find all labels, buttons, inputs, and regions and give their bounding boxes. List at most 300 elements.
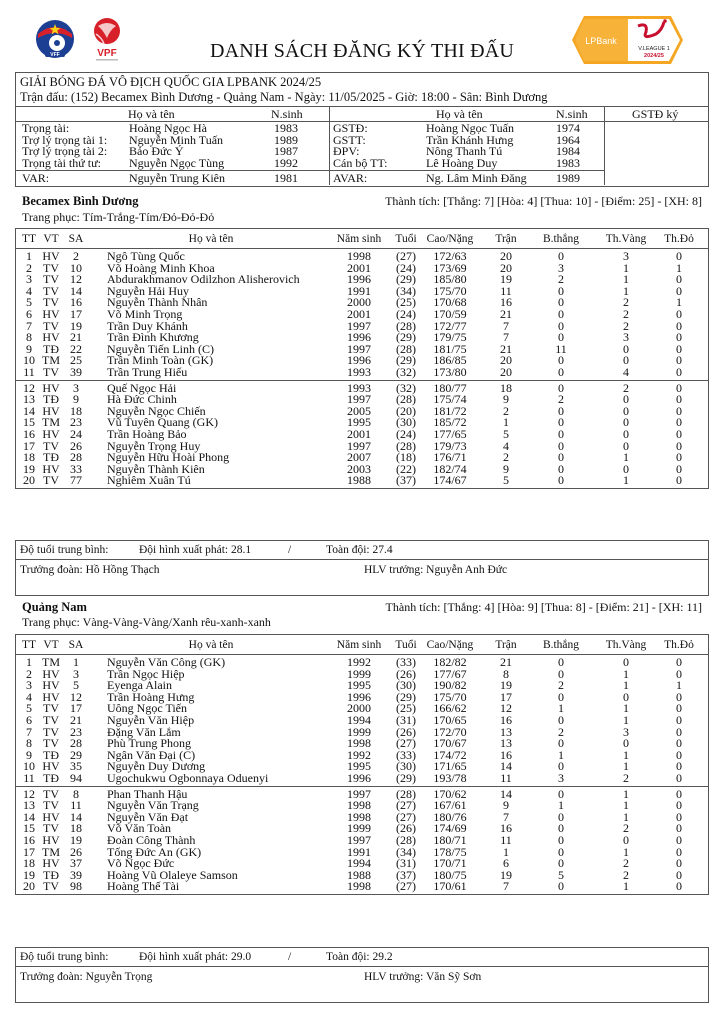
player-number: 10 xyxy=(23,759,35,774)
birth-year: 1988 xyxy=(347,867,371,882)
player-name: Nghiêm Xuân Tú xyxy=(107,473,191,488)
birth-year: 1999 xyxy=(347,821,371,836)
red-cards: 0 xyxy=(676,879,682,894)
matches-played: 19 xyxy=(500,867,512,882)
player-age: (30) xyxy=(396,678,416,693)
player-age: (32) xyxy=(396,364,416,379)
player-age: (29) xyxy=(396,689,416,704)
birth-year: 1992 xyxy=(347,747,371,762)
officials-header-birth: N.sinh xyxy=(556,107,588,121)
yellow-cards: 2 xyxy=(623,380,629,395)
goals: 0 xyxy=(558,403,564,418)
shirt-number: 23 xyxy=(70,415,82,430)
goals: 3 xyxy=(558,260,564,275)
player-name: Ngô Tùng Quốc xyxy=(107,249,185,263)
player-position: TV xyxy=(43,473,59,488)
yellow-cards: 0 xyxy=(623,655,629,669)
matches-played: 7 xyxy=(503,809,509,824)
shirt-number: 2 xyxy=(73,249,79,263)
player-position: TV xyxy=(43,879,59,894)
matches-played: 7 xyxy=(503,318,509,333)
red-cards: 0 xyxy=(676,747,682,762)
height-weight: 174/69 xyxy=(433,821,467,836)
official-role: Trọng tài: xyxy=(22,121,70,135)
average-age-box xyxy=(15,947,709,967)
yellow-cards: 1 xyxy=(623,701,629,716)
player-age: (28) xyxy=(396,392,416,407)
player-age: (28) xyxy=(396,786,416,801)
officials-header-birth: N.sinh xyxy=(271,107,303,121)
official-birth: 1987 xyxy=(274,144,298,158)
birth-year: 1998 xyxy=(347,736,371,751)
yellow-cards: 1 xyxy=(623,712,629,727)
player-position: TĐ xyxy=(43,450,59,465)
team-staff-box xyxy=(15,560,709,596)
red-cards: 1 xyxy=(676,678,682,693)
svg-text:VFF: VFF xyxy=(50,52,60,58)
player-name: Nguyễn Trọng Huy xyxy=(107,438,201,453)
goals: 11 xyxy=(555,341,567,356)
height-weight: 175/74 xyxy=(433,392,467,407)
team-name: Becamex Bình Dương xyxy=(22,194,139,208)
player-number: 12 xyxy=(23,380,35,395)
roster-table xyxy=(15,228,709,489)
player-age: (29) xyxy=(396,353,416,368)
goals: 0 xyxy=(558,249,564,263)
shirt-number: 26 xyxy=(70,438,82,453)
yellow-cards: 2 xyxy=(623,856,629,871)
official-birth: 1964 xyxy=(556,132,580,147)
col-sa: SA xyxy=(68,639,84,651)
player-name: Đặng Văn Lắm xyxy=(107,724,181,739)
shirt-number: 21 xyxy=(70,330,82,345)
col-age: Tuổi xyxy=(395,233,417,245)
shirt-number: 21 xyxy=(70,712,82,727)
player-age: (28) xyxy=(396,832,416,847)
player-position: TV xyxy=(43,798,59,813)
col-tt: TT xyxy=(21,233,37,245)
player-age: (27) xyxy=(396,249,416,263)
col-matches: Trận xyxy=(495,233,517,245)
birth-year: 1993 xyxy=(347,364,371,379)
matches-played: 16 xyxy=(500,747,512,762)
player-name: Nguyễn Văn Đạt xyxy=(107,809,189,824)
player-number: 4 xyxy=(26,283,32,298)
player-number: 19 xyxy=(23,867,35,882)
player-number: 19 xyxy=(23,461,35,476)
matches-played: 12 xyxy=(500,701,512,716)
height-weight: 175/70 xyxy=(433,689,467,704)
yellow-cards: 1 xyxy=(623,272,629,287)
col-name: Họ và tên xyxy=(188,233,234,245)
player-age: (33) xyxy=(396,655,416,669)
player-age: (37) xyxy=(396,473,416,488)
goals: 2 xyxy=(558,272,564,287)
shirt-number: 5 xyxy=(73,678,79,693)
player-number: 13 xyxy=(23,798,35,813)
player-position: HV xyxy=(42,403,60,418)
team-kit: Trang phục: Tím-Trắng-Tím/Đỏ-Đỏ-Đỏ xyxy=(22,210,215,224)
birth-year: 1995 xyxy=(347,415,371,430)
red-cards: 0 xyxy=(676,770,682,785)
official-role: Trọng tài thứ tư: xyxy=(22,155,101,170)
roster-header-row xyxy=(16,229,708,249)
player-name: Abdurakhmanov Odilzhon Alisherovich xyxy=(107,272,300,287)
height-weight: 180/77 xyxy=(433,380,467,395)
player-name: Võ Ngọc Đức xyxy=(107,856,175,871)
height-weight: 171/65 xyxy=(433,759,467,774)
goals: 0 xyxy=(558,473,564,488)
player-number: 6 xyxy=(26,306,32,321)
player-name: Trần Duy Khánh xyxy=(107,318,188,333)
player-number: 4 xyxy=(26,689,32,704)
shirt-number: 25 xyxy=(70,353,82,368)
birth-year: 1994 xyxy=(347,712,371,727)
official-birth: 1984 xyxy=(556,144,580,158)
player-position: HV xyxy=(42,461,60,476)
yellow-cards: 0 xyxy=(623,438,629,453)
red-cards: 0 xyxy=(676,392,682,407)
shirt-number: 28 xyxy=(70,736,82,751)
red-cards: 0 xyxy=(676,655,682,669)
yellow-cards: 0 xyxy=(623,736,629,751)
player-number: 18 xyxy=(23,450,35,465)
subs-group xyxy=(16,380,708,488)
table-row xyxy=(16,475,708,487)
head-coach: HLV trưởng: Nguyễn Anh Đức xyxy=(364,564,508,576)
matches-played: 1 xyxy=(503,415,509,430)
roster-header-row xyxy=(16,635,708,655)
player-age: (20) xyxy=(396,403,416,418)
matches-played: 5 xyxy=(503,426,509,441)
birth-year: 1997 xyxy=(347,341,371,356)
player-name: Trần Ngọc Hiệp xyxy=(107,666,185,681)
shirt-number: 16 xyxy=(70,295,82,310)
player-position: TV xyxy=(43,701,59,716)
player-position: TĐ xyxy=(43,392,59,407)
goals: 1 xyxy=(558,747,564,762)
official-name: Hoàng Ngọc Tuấn xyxy=(426,121,515,135)
yellow-cards: 0 xyxy=(623,689,629,704)
player-number: 16 xyxy=(23,426,35,441)
height-weight: 172/63 xyxy=(433,249,467,263)
birth-year: 1996 xyxy=(347,689,371,704)
birth-year: 1992 xyxy=(347,655,371,669)
height-weight: 174/67 xyxy=(433,473,467,488)
goals: 0 xyxy=(558,666,564,681)
birth-year: 1998 xyxy=(347,809,371,824)
official-role: AVAR: xyxy=(333,171,368,185)
player-number: 16 xyxy=(23,832,35,847)
player-age: (31) xyxy=(396,712,416,727)
player-position: HV xyxy=(42,856,60,871)
red-cards: 0 xyxy=(676,380,682,395)
player-number: 3 xyxy=(26,678,32,693)
player-age: (28) xyxy=(396,318,416,333)
player-position: HV xyxy=(42,832,60,847)
goals: 3 xyxy=(558,770,564,785)
player-name: Trần Hoàng Bảo xyxy=(107,426,187,441)
yellow-cards: 1 xyxy=(623,450,629,465)
height-weight: 170/68 xyxy=(433,295,467,310)
player-name: Quế Ngọc Hải xyxy=(107,380,177,395)
yellow-cards: 2 xyxy=(623,821,629,836)
player-age: (26) xyxy=(396,724,416,739)
height-weight: 177/65 xyxy=(433,426,467,441)
player-age: (33) xyxy=(396,747,416,762)
yellow-cards: 0 xyxy=(623,341,629,356)
avg-age-separator: / xyxy=(288,951,292,963)
player-age: (28) xyxy=(396,438,416,453)
birth-year: 1991 xyxy=(347,283,371,298)
player-position: HV xyxy=(42,678,60,693)
red-cards: 0 xyxy=(676,461,682,476)
player-name: Võ Minh Trọng xyxy=(107,306,183,321)
red-cards: 0 xyxy=(676,666,682,681)
shirt-number: 3 xyxy=(73,666,79,681)
height-weight: 181/75 xyxy=(433,341,467,356)
height-weight: 178/75 xyxy=(433,844,467,859)
matches-played: 6 xyxy=(503,856,509,871)
official-birth: 1981 xyxy=(274,171,298,185)
red-cards: 0 xyxy=(676,353,682,368)
player-age: (26) xyxy=(396,821,416,836)
player-position: HV xyxy=(42,330,60,345)
player-age: (34) xyxy=(396,844,416,859)
red-cards: 0 xyxy=(676,759,682,774)
player-position: HV xyxy=(42,689,60,704)
page-title: DANH SÁCH ĐĂNG KÝ THI ĐẤU xyxy=(209,40,515,62)
goals: 0 xyxy=(558,353,564,368)
matches-played: 18 xyxy=(500,380,512,395)
official-birth: 1974 xyxy=(556,121,580,135)
height-weight: 176/71 xyxy=(433,450,467,465)
player-number: 2 xyxy=(26,260,32,275)
red-cards: 0 xyxy=(676,306,682,321)
height-weight: 185/80 xyxy=(433,272,467,287)
col-height-weight: Cao/Nặng xyxy=(426,639,474,651)
goals: 0 xyxy=(558,832,564,847)
player-name: Nguyễn Thành Nhân xyxy=(107,295,208,310)
player-number: 9 xyxy=(26,341,32,356)
player-name: Tống Đức An (GK) xyxy=(107,844,202,859)
goals: 0 xyxy=(558,844,564,859)
team-staff-box xyxy=(15,967,709,1003)
red-cards: 0 xyxy=(676,867,682,882)
player-position: TĐ xyxy=(43,747,59,762)
shirt-number: 23 xyxy=(70,724,82,739)
red-cards: 0 xyxy=(676,832,682,847)
goals: 0 xyxy=(558,415,564,430)
player-age: (26) xyxy=(396,666,416,681)
player-name: Võ Văn Toàn xyxy=(107,821,172,836)
goals: 0 xyxy=(558,461,564,476)
red-cards: 1 xyxy=(676,295,682,310)
birth-year: 1991 xyxy=(347,844,371,859)
officials-header-name: Họ và tên xyxy=(128,107,175,121)
player-name: Ngân Văn Đại (C) xyxy=(107,747,196,762)
goals: 0 xyxy=(558,655,564,669)
matches-played: 21 xyxy=(500,655,512,669)
goals: 0 xyxy=(558,786,564,801)
height-weight: 170/67 xyxy=(433,736,467,751)
goals: 0 xyxy=(558,330,564,345)
birth-year: 1996 xyxy=(347,330,371,345)
player-name: Nguyễn Hữu Hoài Phong xyxy=(107,450,230,465)
goals: 5 xyxy=(558,867,564,882)
goals: 0 xyxy=(558,364,564,379)
player-name: Trần Minh Toàn (GK) xyxy=(107,353,214,368)
player-position: TV xyxy=(43,724,59,739)
height-weight: 181/72 xyxy=(433,403,467,418)
player-age: (29) xyxy=(396,272,416,287)
player-age: (27) xyxy=(396,879,416,894)
shirt-number: 94 xyxy=(70,770,82,785)
yellow-cards: 1 xyxy=(623,678,629,693)
birth-year: 1999 xyxy=(347,724,371,739)
player-name: Hà Đức Chinh xyxy=(107,392,177,407)
player-position: TV xyxy=(43,260,59,275)
player-name: Nguyễn Văn Công (GK) xyxy=(107,655,226,669)
birth-year: 1997 xyxy=(347,392,371,407)
matches-played: 14 xyxy=(500,786,512,801)
player-position: TV xyxy=(43,712,59,727)
shirt-number: 77 xyxy=(70,473,82,488)
average-age-box xyxy=(15,540,709,560)
divider xyxy=(329,107,330,185)
player-number: 8 xyxy=(26,330,32,345)
official-birth: 1983 xyxy=(556,155,580,170)
matches-played: 4 xyxy=(503,438,509,453)
height-weight: 173/80 xyxy=(433,364,467,379)
player-number: 7 xyxy=(26,318,32,333)
official-name: Nguyễn Trung Kiên xyxy=(129,171,226,185)
player-number: 7 xyxy=(26,724,32,739)
player-age: (31) xyxy=(396,856,416,871)
player-name: Nguyễn Văn Hiệp xyxy=(107,712,195,727)
birth-year: 2000 xyxy=(347,295,371,310)
col-red: Th.Đỏ xyxy=(664,233,694,245)
matches-played: 16 xyxy=(500,712,512,727)
birth-year: 1994 xyxy=(347,856,371,871)
shirt-number: 17 xyxy=(70,306,82,321)
goals: 0 xyxy=(558,380,564,395)
player-name: Nguyễn Văn Trạng xyxy=(107,798,199,813)
player-number: 1 xyxy=(26,655,32,669)
official-role: GSTT: xyxy=(333,132,366,147)
svg-text:2024/25: 2024/25 xyxy=(644,53,664,59)
player-position: TV xyxy=(43,283,59,298)
player-age: (37) xyxy=(396,867,416,882)
player-name: Phù Trung Phong xyxy=(107,736,192,751)
matches-played: 21 xyxy=(500,341,512,356)
red-cards: 0 xyxy=(676,701,682,716)
player-position: TV xyxy=(43,821,59,836)
player-name: Ugochukwu Ogbonnaya Oduenyi xyxy=(107,770,269,785)
shirt-number: 22 xyxy=(70,341,82,356)
head-coach: HLV trưởng: Văn Sỹ Sơn xyxy=(364,971,482,983)
official-name: Hoàng Ngọc Hà xyxy=(129,121,207,135)
yellow-cards: 1 xyxy=(623,283,629,298)
player-age: (27) xyxy=(396,736,416,751)
red-cards: 0 xyxy=(676,318,682,333)
player-number: 17 xyxy=(23,438,35,453)
roster-table xyxy=(15,634,709,895)
table-row xyxy=(16,364,708,379)
col-vt: VT xyxy=(43,233,59,245)
red-cards: 0 xyxy=(676,856,682,871)
shirt-number: 14 xyxy=(70,809,82,824)
yellow-cards: 2 xyxy=(623,306,629,321)
player-position: TM xyxy=(42,844,60,859)
yellow-cards: 0 xyxy=(623,832,629,847)
yellow-cards: 1 xyxy=(623,879,629,894)
col-tt: TT xyxy=(21,639,37,651)
player-number: 15 xyxy=(23,821,35,836)
height-weight: 170/62 xyxy=(433,786,467,801)
yellow-cards: 1 xyxy=(623,786,629,801)
birth-year: 2003 xyxy=(347,461,371,476)
team-manager: Trưởng đoàn: Nguyễn Trọng xyxy=(20,971,153,983)
goals: 0 xyxy=(558,438,564,453)
player-number: 5 xyxy=(26,701,32,716)
player-age: (18) xyxy=(396,450,416,465)
player-name: Đoàn Công Thành xyxy=(107,832,196,847)
red-cards: 1 xyxy=(676,260,682,275)
player-position: HV xyxy=(42,666,60,681)
matches-played: 7 xyxy=(503,879,509,894)
player-name: Trần Trung Hiếu xyxy=(107,364,188,379)
player-number: 1 xyxy=(26,249,32,263)
team-name: Quảng Nam xyxy=(22,600,87,614)
red-cards: 0 xyxy=(676,724,682,739)
player-name: Nguyễn Hải Huy xyxy=(107,283,189,298)
birth-year: 2007 xyxy=(347,450,371,465)
player-position: TV xyxy=(43,364,59,379)
birth-year: 1996 xyxy=(347,272,371,287)
matches-played: 8 xyxy=(503,666,509,681)
player-age: (28) xyxy=(396,341,416,356)
player-name: Nguyễn Thành Kiên xyxy=(107,461,205,476)
divider xyxy=(604,107,605,185)
height-weight: 182/74 xyxy=(433,461,467,476)
birth-year: 1997 xyxy=(347,318,371,333)
player-name: Hoàng Thế Tài xyxy=(107,879,180,894)
player-number: 20 xyxy=(23,473,35,488)
svg-text:V.LEAGUE 1: V.LEAGUE 1 xyxy=(638,46,670,52)
goals: 2 xyxy=(558,724,564,739)
document-header xyxy=(0,0,724,70)
height-weight: 172/77 xyxy=(433,318,467,333)
height-weight: 170/61 xyxy=(433,879,467,894)
red-cards: 0 xyxy=(676,330,682,345)
yellow-cards: 0 xyxy=(623,403,629,418)
starters-group xyxy=(16,655,708,786)
yellow-cards: 3 xyxy=(623,724,629,739)
player-age: (25) xyxy=(396,701,416,716)
col-yellow: Th.Vàng xyxy=(605,639,647,651)
birth-year: 1998 xyxy=(347,879,371,894)
player-age: (24) xyxy=(396,426,416,441)
goals: 0 xyxy=(558,450,564,465)
yellow-cards: 0 xyxy=(623,461,629,476)
official-birth: 1989 xyxy=(274,132,298,147)
avg-age-starting: Đội hình xuất phát: 28.1 xyxy=(139,544,252,556)
col-year: Năm sinh xyxy=(336,639,382,651)
matches-played: 14 xyxy=(500,759,512,774)
avg-age-starting: Đội hình xuất phát: 29.0 xyxy=(139,951,252,963)
officials-header-signature: GSTĐ ký xyxy=(632,107,679,121)
